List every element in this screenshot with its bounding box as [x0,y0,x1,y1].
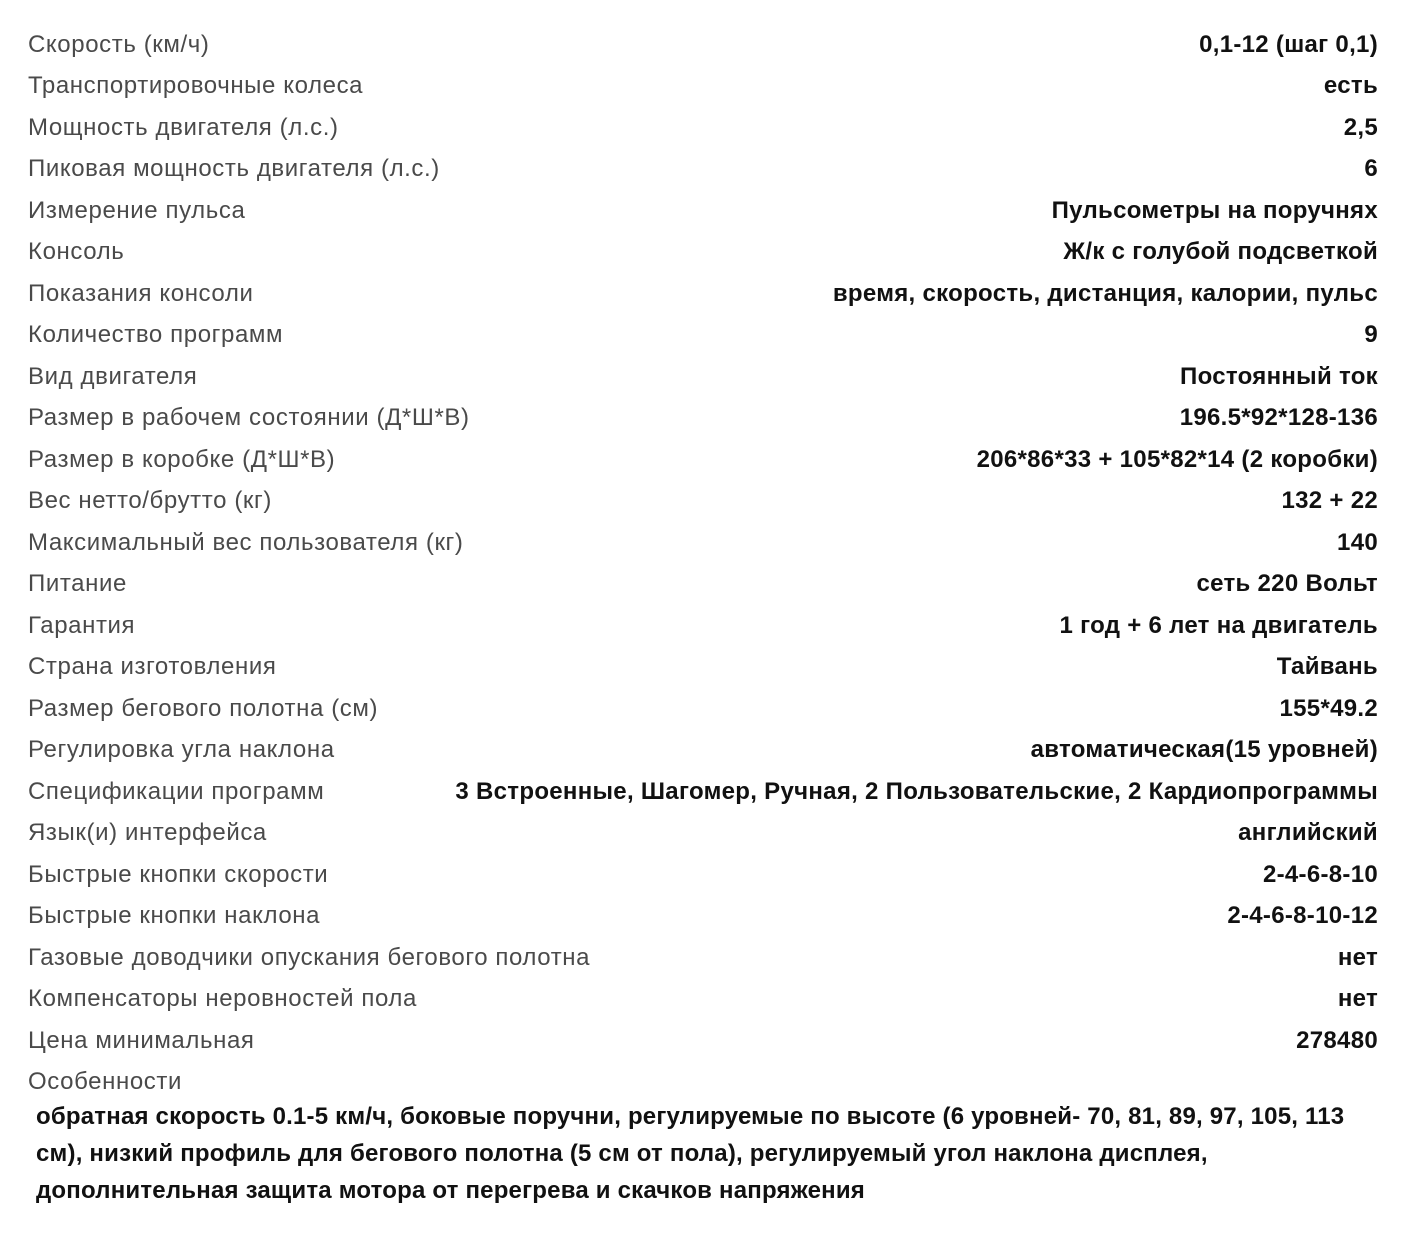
spec-row-power-supply [28,564,1378,606]
spec-label: Быстрые кнопки наклона [28,902,321,930]
spec-value: 2,5 [1343,113,1378,141]
spec-row-incline-keys [28,896,1378,938]
spec-row-working-size [28,398,1378,440]
spec-row-pulse [28,190,1378,232]
spec-label: Вес нетто/брутто (кг) [28,487,272,515]
spec-label: Быстрые кнопки скорости [28,860,329,888]
spec-row-gas-springs [28,937,1378,979]
spec-label: Страна изготовления [28,653,277,681]
spec-label: Консоль [28,238,125,266]
spec-row-peak-power [28,149,1378,191]
spec-label: Показания консоли [28,279,254,307]
spec-table [28,24,1378,1100]
spec-row-interface-language [28,813,1378,855]
spec-label: Транспортировочные колеса [28,72,364,100]
spec-row-speed-keys [28,854,1378,896]
spec-value: 0,1-12 (шаг 0,1) [1199,30,1378,58]
spec-row-program-specs [28,771,1378,813]
spec-value: 9 [1364,321,1378,349]
spec-row-warranty [28,605,1378,647]
spec-value: 278480 [1296,1026,1378,1054]
spec-label: Вид двигателя [28,362,198,390]
spec-label: Язык(и) интерфейса [28,819,267,847]
spec-label: Измерение пульса [28,196,246,224]
spec-row-floor-levelers [28,979,1378,1021]
spec-row-incline [28,730,1378,772]
spec-value: автоматическая(15 уровней) [1030,736,1378,764]
spec-row-transport-wheels [28,66,1378,108]
spec-value: нет [1337,985,1378,1013]
spec-value: 2-4-6-8-10-12 [1227,902,1378,930]
spec-value: Постоянный ток [1180,362,1378,390]
spec-label: Размер бегового полотна (см) [28,694,379,722]
spec-row-box-size [28,439,1378,481]
features-text: обратная скорость 0.1-5 км/ч, боковые поручни, регулируемые по высоте (6 уровней- 70, 81, 89, 97, 105, 113 см), низкий профиль для бегового полотна (5 см от пола), регулируемый угол наклона дисплея, дополнительная защита мотора от перегрева и скачков напряжения [36,1103,1345,1204]
spec-row-program-count [28,315,1378,357]
spec-row-country [28,647,1378,689]
spec-value: английский [1238,819,1378,847]
spec-value: 206*86*33 + 105*82*14 (2 коробки) [976,445,1378,473]
spec-label: Пиковая мощность двигателя (л.с.) [28,155,440,183]
spec-row-speed [28,24,1378,66]
spec-value: 196.5*92*128-136 [1179,404,1378,432]
spec-label: Гарантия [28,611,136,639]
spec-row-max-user-weight [28,522,1378,564]
spec-label: Количество программ [28,321,284,349]
spec-label: Питание [28,570,127,598]
spec-label: Размер в рабочем состоянии (Д*Ш*В) [28,404,470,432]
spec-label: Размер в коробке (Д*Ш*В) [28,445,336,473]
spec-label: Газовые доводчики опускания бегового полотна [28,943,591,971]
spec-row-belt-size [28,688,1378,730]
spec-label: Мощность двигателя (л.с.) [28,113,339,141]
spec-label: Скорость (км/ч) [28,30,210,58]
spec-row-min-price [28,1020,1378,1062]
spec-value: 132 + 22 [1281,487,1378,515]
spec-row-console [28,232,1378,274]
spec-label: Максимальный вес пользователя (кг) [28,528,464,556]
spec-value: 3 Встроенные, Шагомер, Ручная, 2 Пользовательские, 2 Кардиопрограммы [455,777,1378,805]
spec-label: Компенсаторы неровностей пола [28,985,417,1013]
spec-value: 6 [1364,155,1378,183]
spec-row-motor-power [28,107,1378,149]
spec-value: нет [1337,943,1378,971]
spec-value: 1 год + 6 лет на двигатель [1059,611,1378,639]
spec-value: Тайвань [1276,653,1378,681]
spec-label: Спецификации программ [28,777,325,805]
spec-value: есть [1323,72,1378,100]
spec-label: Цена минимальная [28,1026,255,1054]
features-label: Особенности [28,1067,182,1095]
spec-value: Пульсометры на поручнях [1051,196,1378,224]
spec-row-weight [28,481,1378,523]
spec-value: 2-4-6-8-10 [1262,860,1378,888]
spec-value: 155*49.2 [1279,694,1378,722]
spec-value: сеть 220 Вольт [1196,570,1378,598]
spec-row-motor-type [28,356,1378,398]
spec-label: Регулировка угла наклона [28,736,335,764]
spec-value: время, скорость, дистанция, калории, пульс [832,279,1378,307]
spec-row-console-readings [28,273,1378,315]
spec-value: Ж/к с голубой подсветкой [1063,238,1378,266]
spec-value: 140 [1337,528,1378,556]
